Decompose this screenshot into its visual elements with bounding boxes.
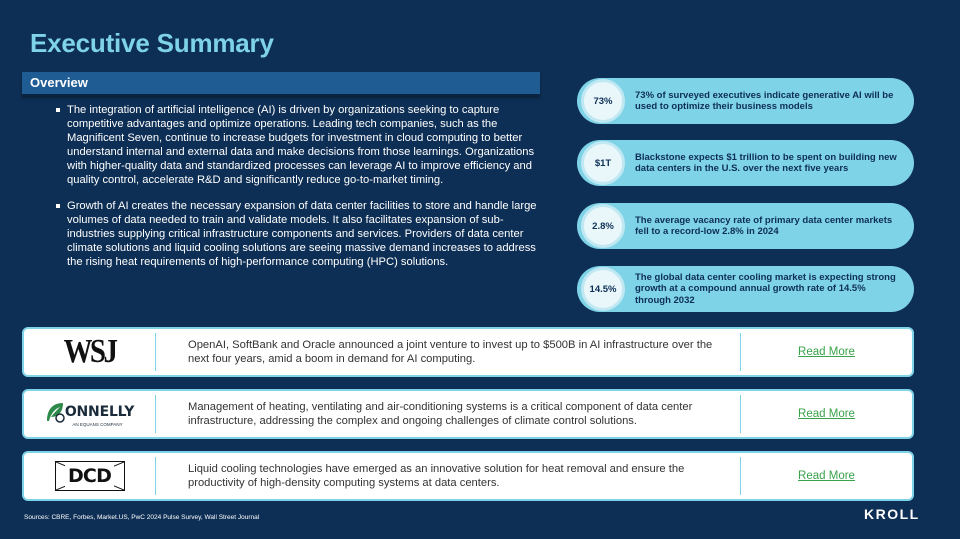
stat-card (577, 266, 914, 312)
dcd-logo-text: DCD (65, 465, 114, 487)
stat-value: 14.5% (581, 267, 625, 311)
page-title: Executive Summary (30, 28, 274, 58)
donnelly-logo-text: ONNELLY (64, 404, 135, 420)
overview-heading: Overview (22, 72, 540, 96)
overview-bullet: Growth of AI creates the necessary expansion of data center facilities to store and handle large volumes of data needed to train and validate models. It also facilitates expansion of sub-industries supplying critical infrastructure components and services. Providers of data center climate solutions and liquid cooling solutions are seeing massive demand increases to address the rising heat requirements of high-performance computing (HPC) solutions. (56, 199, 540, 269)
read-more-link[interactable]: Read More (798, 346, 855, 358)
stat-description: 73% of surveyed executives indicate generative AI will be used to optimize their business models (635, 89, 894, 112)
news-card (22, 389, 914, 439)
stat-value: 2.8% (581, 204, 625, 248)
news-summary: OpenAI, SoftBank and Oracle announced a joint venture to invest up to $500B in AI infrastructure over the next four years, amid a boom in demand for AI computing. (188, 339, 713, 365)
donnelly-logo-subtitle: AN EQUANS COMPANY (72, 422, 123, 427)
stat-card (577, 78, 914, 124)
stat-description: The global data center cooling market is expecting strong growth at a compound annual growth rate of 14.5% through 2032 (635, 271, 896, 306)
stat-description: Blackstone expects $1 trillion to be spent on building new data centers in the U.S. over the next five years (635, 151, 897, 174)
donnelly-logo (24, 395, 156, 433)
news-text (156, 333, 741, 371)
stat-value: $1T (581, 141, 625, 185)
news-card (22, 451, 914, 501)
overview-bullet: The integration of artificial intelligence (AI) is driven by organizations seeking to capture competitive advantages and optimize operations. Leading tech companies, such as the Magnificent Seven, continue to increase budgets for investment in cloud computing to better understand internal and external data and make decisions from those learnings. Organizations with higher-quality data and standardized processes can leverage AI to improve efficiency and quality control, accelerate R&D and significantly reduce go-to-market timing. (56, 103, 540, 187)
news-text (156, 395, 741, 433)
news-summary: Management of heating, ventilating and air-conditioning systems is a critical component of data center infrastructure, addressing the complex and ongoing challenges of climate control solutions. (188, 401, 693, 427)
donnelly-leaf-icon (45, 401, 65, 423)
stat-description: The average vacancy rate of primary data center markets fell to a record-low 2.8% in 2024 (635, 214, 893, 237)
stat-card (577, 140, 914, 186)
kroll-logo: KROLL (864, 506, 920, 522)
wsj-logo (24, 333, 156, 371)
read-more-link[interactable]: Read More (798, 470, 855, 482)
wsj-logo-text: WSJ (63, 333, 116, 370)
overview-bullet-list (56, 103, 540, 281)
stat-value: 73% (581, 79, 625, 123)
news-summary: Liquid cooling technologies have emerged as an innovative solution for heat removal and ensure the productivity of high-density computing systems at data centers. (188, 463, 685, 489)
dcd-logo (24, 457, 156, 495)
news-card (22, 327, 914, 377)
sources-footnote: Sources: CBRE, Forbes, Market.US, PwC 2024 Pulse Survey, Wall Street Journal (24, 514, 260, 521)
news-text (156, 457, 741, 495)
read-more-link[interactable]: Read More (798, 408, 855, 420)
stat-card (577, 203, 914, 249)
